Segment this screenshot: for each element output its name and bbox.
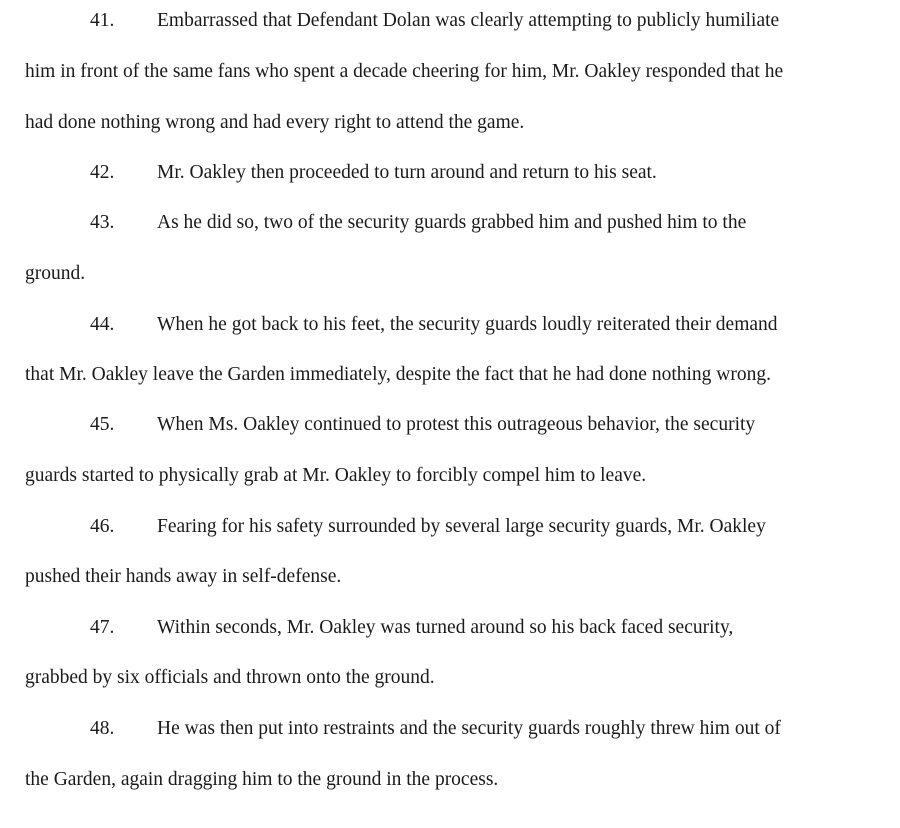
paragraph-number: 42. — [90, 162, 115, 183]
paragraph-text: him in front of the same fans who spent a decade cheering for him, Mr. Oakley responded that he — [25, 61, 784, 82]
paragraph-text: When he got back to his feet, the security guards loudly reiterated their demand — [157, 314, 778, 335]
paragraph-text: As he did so, two of the security guards grabbed him and pushed him to the — [157, 212, 747, 233]
paragraph-number: 43. — [90, 212, 115, 233]
paragraph-47-line-1 — [0, 612, 900, 644]
paragraph-text: Mr. Oakley then proceeded to turn around and return to his seat. — [157, 162, 657, 183]
paragraph-text: had done nothing wrong and had every right to attend the game. — [25, 112, 525, 133]
paragraph-text: ground. — [25, 263, 86, 284]
paragraph-text: Embarrassed that Defendant Dolan was clearly attempting to publicly humiliate — [157, 10, 780, 31]
paragraph-text: grabbed by six officials and thrown onto the ground. — [25, 667, 435, 688]
paragraph-47-line-2 — [0, 662, 900, 694]
paragraph-text: When Ms. Oakley continued to protest this outrageous behavior, the security — [157, 414, 756, 435]
paragraph-text: Within seconds, Mr. Oakley was turned around so his back faced security, — [157, 617, 734, 638]
paragraph-46-line-1 — [0, 511, 900, 543]
paragraph-41-line-1 — [0, 5, 900, 37]
paragraph-44-line-2 — [0, 359, 900, 391]
paragraph-48-line-1 — [0, 713, 900, 745]
paragraph-46-line-2 — [0, 561, 900, 593]
paragraph-number: 46. — [90, 516, 115, 537]
paragraph-43-line-1 — [0, 207, 900, 239]
paragraph-44-line-1 — [0, 309, 900, 341]
paragraph-42-line-1 — [0, 157, 900, 189]
paragraph-text: pushed their hands away in self-defense. — [25, 566, 342, 587]
paragraph-number: 48. — [90, 718, 115, 739]
paragraph-text: He was then put into restraints and the security guards roughly threw him out of — [157, 718, 781, 739]
paragraph-45-line-1 — [0, 409, 900, 441]
paragraph-48-line-2 — [0, 764, 900, 796]
paragraph-43-line-2 — [0, 258, 900, 290]
paragraph-41-line-3 — [0, 107, 900, 139]
paragraph-text: guards started to physically grab at Mr. Oakley to forcibly compel him to leave. — [25, 465, 647, 486]
paragraph-45-line-2 — [0, 460, 900, 492]
paragraph-number: 45. — [90, 414, 115, 435]
paragraph-number: 47. — [90, 617, 115, 638]
paragraph-number: 41. — [90, 10, 115, 31]
paragraph-number: 44. — [90, 314, 115, 335]
paragraph-text: that Mr. Oakley leave the Garden immediately, despite the fact that he had done nothing wrong. — [25, 364, 771, 385]
paragraph-41-line-2 — [0, 56, 900, 88]
paragraph-text: Fearing for his safety surrounded by several large security guards, Mr. Oakley — [157, 516, 766, 537]
paragraph-text: the Garden, again dragging him to the ground in the process. — [25, 769, 499, 790]
